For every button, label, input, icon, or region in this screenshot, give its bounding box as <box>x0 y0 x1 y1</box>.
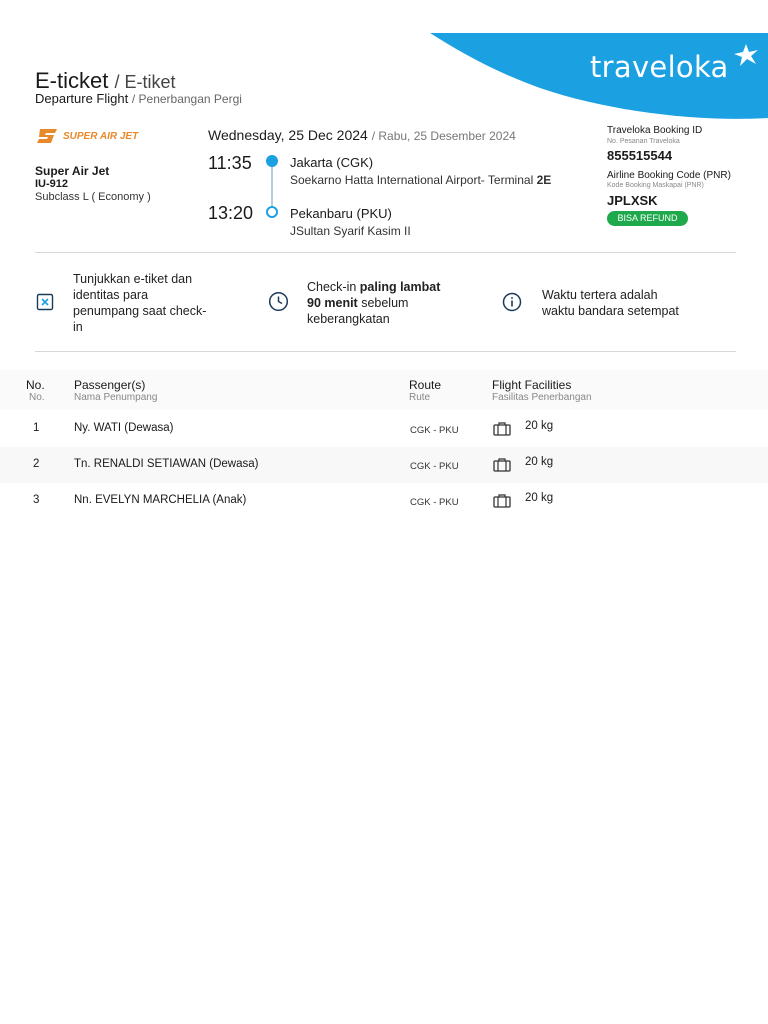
departure-airport: Soekarno Hatta International Airport- Terminal 2E <box>290 173 552 187</box>
row-no: 3 <box>33 494 40 506</box>
id-note: Tunjukkan e-tiket dan identitas para penumpang saat check- in <box>73 272 207 334</box>
table-row <box>0 483 768 519</box>
arrival-time: 13:20 <box>208 203 254 223</box>
row-no: 1 <box>33 422 40 434</box>
th-no-sub: No. <box>29 392 45 403</box>
page-title: E-ticket / E-tiket <box>35 68 176 93</box>
th-facilities: Flight Facilities <box>492 378 572 392</box>
arrival-dot <box>266 206 278 218</box>
flight-number: IU-912 <box>35 178 69 190</box>
pnr-code: JPLXSK <box>607 193 658 208</box>
divider-top <box>35 252 736 253</box>
departure-dot <box>266 155 278 167</box>
route-line <box>271 167 273 206</box>
divider-bottom <box>35 351 736 352</box>
row-passenger-name: Tn. RENALDI SETIAWAN (Dewasa) <box>74 458 259 470</box>
table-row <box>0 447 768 483</box>
baggage-icon <box>493 458 511 472</box>
time-note: Waktu tertera adalah waktu bandara setempat <box>542 288 679 318</box>
row-route: CGK - PKU <box>410 461 459 472</box>
th-passenger-sub: Nama Penumpang <box>74 392 158 403</box>
airline-logo <box>37 127 162 145</box>
baggage-icon <box>493 422 511 436</box>
pnr-label: Airline Booking Code (PNR) <box>607 170 731 181</box>
th-no: No. <box>26 378 45 392</box>
baggage-icon <box>493 494 511 508</box>
arrival-airport: JSultan Syarif Kasim II <box>290 224 411 238</box>
th-route-sub: Rute <box>409 392 431 403</box>
pnr-sublabel: Kode Booking Maskapai (PNR) <box>607 182 704 189</box>
clock-icon <box>268 291 289 312</box>
info-icon <box>502 292 522 312</box>
row-route: CGK - PKU <box>410 497 459 508</box>
row-passenger-name: Nn. EVELYN MARCHELIA (Anak) <box>74 494 247 506</box>
refund-badge: BISA REFUND <box>607 211 688 226</box>
arrival-city: Pekanbaru (PKU) <box>290 206 392 221</box>
row-baggage: 20 kg <box>525 420 554 432</box>
row-no: 2 <box>33 458 40 470</box>
brand-bird-icon <box>732 42 760 68</box>
traveloka-id-label: Traveloka Booking ID <box>607 125 703 136</box>
row-baggage: 20 kg <box>525 492 554 504</box>
th-route: Route <box>409 378 442 392</box>
traveloka-id-sublabel: No. Pesanan Traveloka <box>607 138 680 145</box>
subclass: Subclass L ( Economy ) <box>35 191 151 203</box>
th-facilities-sub: Fasilitas Penerbangan <box>492 392 592 403</box>
th-passenger: Passenger(s) <box>74 378 146 392</box>
svg-text:SUPER AIR JET: SUPER AIR JET <box>63 131 139 142</box>
flight-date: Wednesday, 25 Dec 2024 / Rabu, 25 Desember 2024 <box>208 127 516 143</box>
checkin-note: Check-in paling lambat 90 menit sebelum keberangkatan <box>307 280 441 326</box>
row-baggage: 20 kg <box>525 456 554 468</box>
row-passenger-name: Ny. WATI (Dewasa) <box>74 422 174 434</box>
airline-name: Super Air Jet <box>35 164 110 178</box>
id-card-icon <box>36 293 54 311</box>
departure-time: 11:35 <box>208 153 252 173</box>
traveloka-booking-id: 855515544 <box>607 148 673 163</box>
departure-city: Jakarta (CGK) <box>290 155 374 170</box>
brand-logo: traveloka <box>590 50 729 84</box>
row-route: CGK - PKU <box>410 425 459 436</box>
table-row <box>0 411 768 447</box>
page-subtitle: Departure Flight / Penerbangan Pergi <box>35 91 242 106</box>
